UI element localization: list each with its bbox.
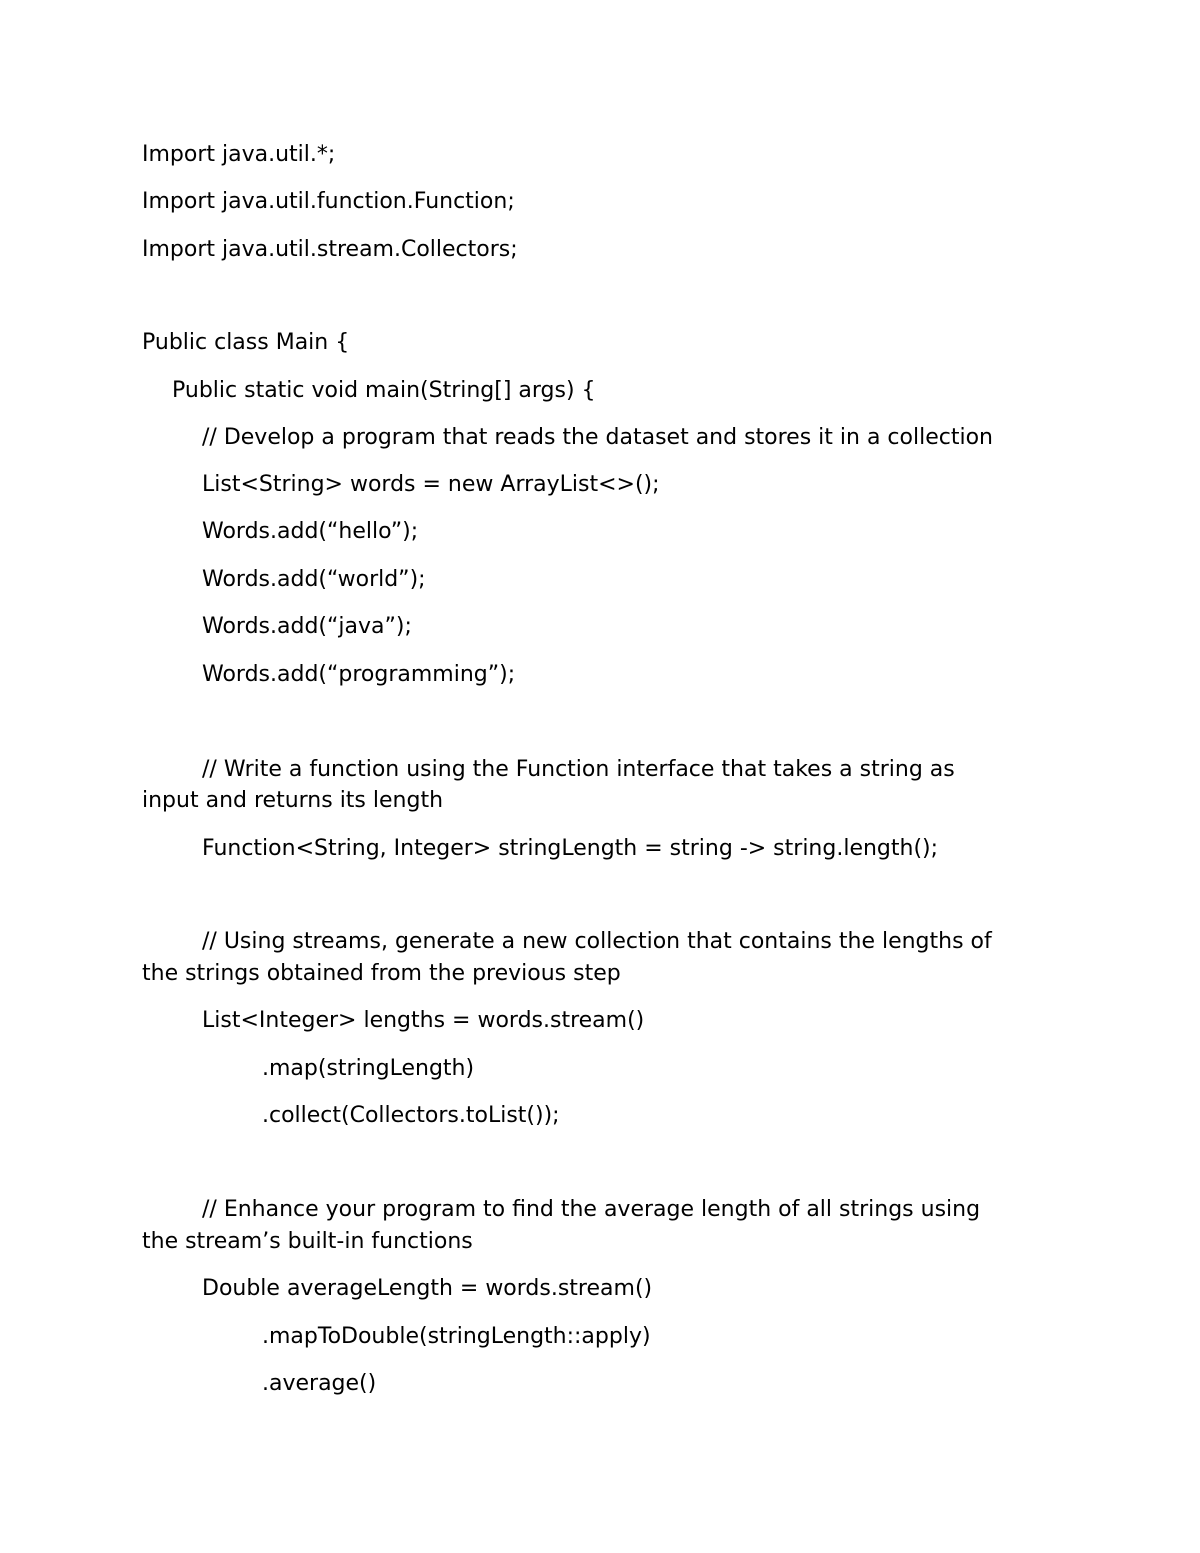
code-comment-write-function-cont: input and returns its length <box>142 788 444 813</box>
code-line-import-util: Import java.util.*; <box>142 142 336 167</box>
code-comment-write-function: // Write a function using the Function interface that takes a string as <box>202 757 955 782</box>
code-line-list-declaration: List<String> words = new ArrayList<>(); <box>202 472 660 497</box>
code-line-collect: .collect(Collectors.toList()); <box>262 1103 560 1128</box>
code-line-average: .average() <box>262 1371 377 1396</box>
code-line-map: .map(stringLength) <box>262 1056 475 1081</box>
code-comment-enhance-program-cont: the stream’s built-in functions <box>142 1229 473 1254</box>
code-line-lengths-declaration: List<Integer> lengths = words.stream() <box>202 1008 645 1033</box>
code-line-import-collectors: Import java.util.stream.Collectors; <box>142 237 518 262</box>
code-line-add-java: Words.add(“java”); <box>202 614 412 639</box>
code-line-add-world: Words.add(“world”); <box>202 567 426 592</box>
code-line-average-declaration: Double averageLength = words.stream() <box>202 1276 653 1301</box>
code-line-function-declaration: Function<String, Integer> stringLength = string -> string.length(); <box>202 836 939 861</box>
code-comment-develop-program: // Develop a program that reads the dataset and stores it in a collection <box>202 425 993 450</box>
code-comment-enhance-program: // Enhance your program to find the average length of all strings using <box>202 1197 981 1222</box>
code-line-add-hello: Words.add(“hello”); <box>202 519 419 544</box>
code-comment-using-streams: // Using streams, generate a new collection that contains the lengths of <box>202 929 992 954</box>
code-line-add-programming: Words.add(“programming”); <box>202 662 516 687</box>
code-line-class-declaration: Public class Main { <box>142 330 350 355</box>
code-line-import-function: Import java.util.function.Function; <box>142 189 515 214</box>
code-line-map-to-double: .mapToDouble(stringLength::apply) <box>262 1324 651 1349</box>
code-line-main-method: Public static void main(String[] args) { <box>172 378 596 403</box>
code-comment-using-streams-cont: the strings obtained from the previous step <box>142 961 621 986</box>
